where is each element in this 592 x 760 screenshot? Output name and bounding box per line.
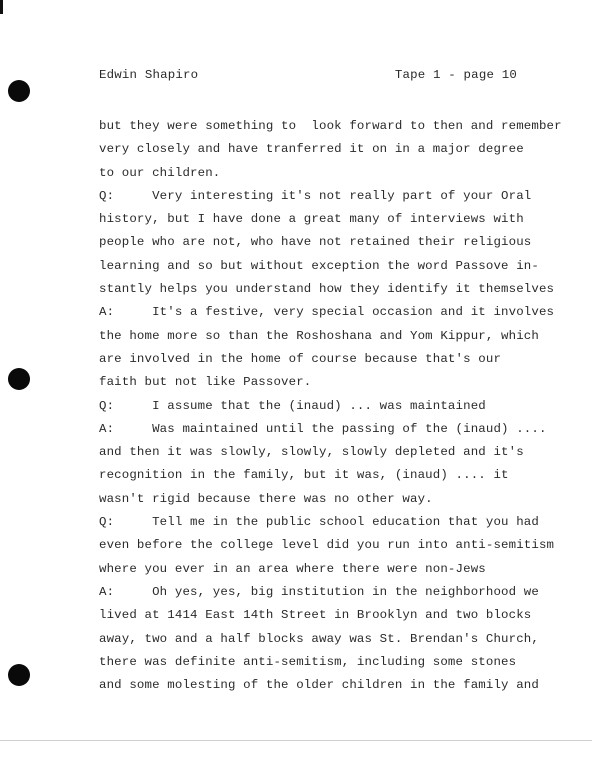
transcript-line: away, two and a half blocks away was St. Brendan's Church, [99,631,539,646]
transcript-line: wasn't rigid because there was no other way. [99,491,433,506]
transcript-line: Q: Very interesting it's not really part of your Oral [99,188,532,203]
transcript-line: very closely and have tranferred it on in a major degree [99,142,524,157]
page-edge-mark [0,0,3,14]
transcript-line: there was definite anti-semitism, including some stones [99,654,517,669]
transcript-line: and then it was slowly, slowly, slowly depleted and it's [99,445,524,460]
transcript-line: to our children. [99,165,221,180]
transcript-line: faith but not like Passover. [99,375,312,390]
transcript-body [99,115,562,697]
tape-page-label: Tape 1 - page 10 [394,68,517,82]
transcript-line: A: It's a festive, very special occasion and it involves [99,305,555,320]
transcript-line: and some molesting of the older children in the family and [99,678,539,693]
transcript-line: are involved in the home of course because that's our [99,351,502,366]
transcript-line: where you ever in an area where there were non-Jews [99,561,486,576]
binder-hole-top [8,80,30,102]
binder-hole-middle [8,368,30,390]
transcript-line: Q: I assume that the (inaud) ... was maintained [99,398,486,413]
transcript-line: Q: Tell me in the public school education that you had [99,515,539,530]
transcript-line: lived at 1414 East 14th Street in Brooklyn and two blocks [99,608,532,623]
scan-bottom-edge [0,740,592,741]
transcript-line: the home more so than the Roshoshana and Yom Kippur, which [99,328,539,343]
transcript-line: A: Oh yes, yes, big institution in the neighborhood we [99,584,539,599]
binder-hole-bottom [8,664,30,686]
transcript-line: recognition in the family, but it was, (inaud) .... it [99,468,509,483]
transcript-line: stantly helps you understand how they identify it themselves [99,282,555,297]
transcript-line: A: Was maintained until the passing of the (inaud) .... [99,421,547,436]
transcript-line: learning and so but without exception the word Passove in- [99,258,539,273]
transcript-line: people who are not, who have not retained their religious [99,235,532,250]
interviewee-name: Edwin Shapiro [99,68,199,82]
transcript-line: but they were something to look forward to then and remember [99,119,562,133]
transcript-line: even before the college level did you run into anti-semitism [99,538,555,553]
transcript-line: history, but I have done a great many of interviews with [99,212,524,227]
